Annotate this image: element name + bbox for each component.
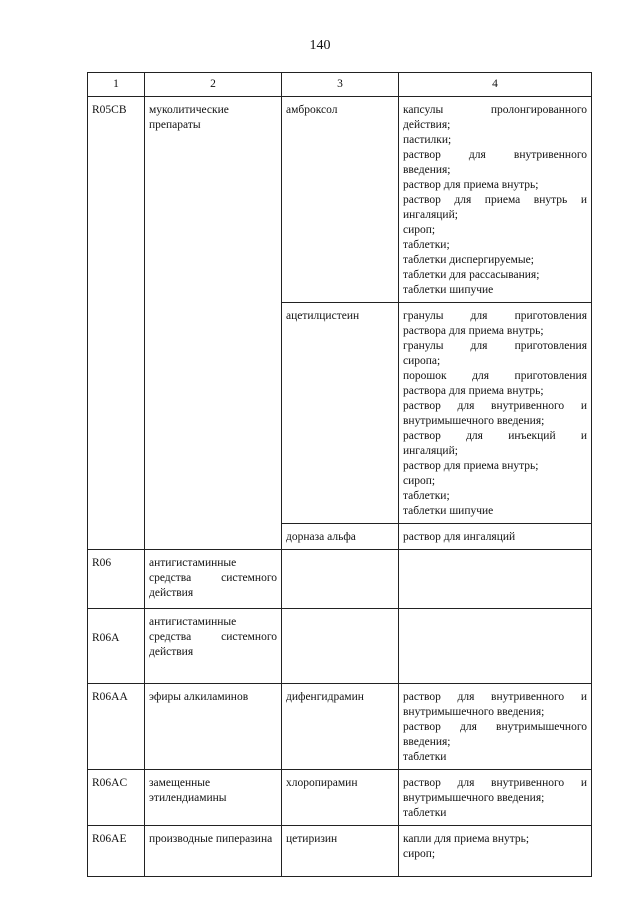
- dosage-form-line: таблетки для рассасывания;: [403, 269, 540, 281]
- atc-group-text: антигистаминные средства системного действия: [149, 557, 277, 599]
- dosage-form-line: таблетки: [403, 807, 447, 819]
- atc-code-cell: R06AC: [88, 770, 145, 826]
- table-row: [88, 826, 592, 877]
- atc-group-cell: [145, 684, 282, 770]
- atc-group-text: производные пиперазина: [149, 833, 273, 845]
- dosage-form-line: действия;: [403, 119, 451, 131]
- drug-name-cell: дорназа альфа: [282, 524, 399, 550]
- dosage-form-line: раствор для внутривенного и: [403, 400, 587, 412]
- atc-group-cell: [145, 770, 282, 826]
- header-col-1: 1: [88, 73, 145, 97]
- header-col-3: 3: [282, 73, 399, 97]
- dosage-form-line: ингаляций;: [403, 445, 458, 457]
- atc-group-text: антигистаминные средства системного действия: [149, 616, 277, 658]
- dosage-form-line: капли для приема внутрь;: [403, 833, 530, 845]
- dosage-form-line: раствор для внутримышечного: [403, 721, 587, 733]
- dosage-form-line: таблетки диспергируемые;: [403, 254, 534, 266]
- dosage-forms-cell: [399, 684, 592, 770]
- dosage-form-line: таблетки: [403, 751, 447, 763]
- dosage-form-line: введения;: [403, 164, 451, 176]
- page-number: 140: [309, 38, 331, 53]
- dosage-form-line: введения;: [403, 736, 451, 748]
- drug-name-cell: дифенгидрамин: [282, 684, 399, 770]
- dosage-form-line: сироп;: [403, 475, 436, 487]
- dosage-form-line: сироп;: [403, 224, 436, 236]
- dosage-form-line: ингаляций;: [403, 209, 458, 221]
- dosage-form-line: раствор для внутривенного и: [403, 777, 587, 789]
- dosage-form-line: раствор для инъекций и: [403, 430, 587, 442]
- dosage-form-line: раствор для приема внутрь и: [403, 194, 587, 206]
- atc-group-cell: [145, 609, 282, 684]
- table-row: [88, 550, 592, 609]
- atc-code-cell: R06: [88, 550, 145, 609]
- dosage-form-line: капсулы пролонгированного: [403, 104, 587, 116]
- atc-group-text: эфиры алкиламинов: [149, 691, 249, 703]
- dosage-form-line: сиропа;: [403, 355, 441, 367]
- dosage-forms-cell: [399, 303, 592, 524]
- header-col-2: 2: [145, 73, 282, 97]
- dosage-forms-cell: [399, 826, 592, 877]
- dosage-form-line: внутримышечного введения;: [403, 792, 545, 804]
- dosage-form-line: раствор для внутривенного и: [403, 691, 587, 703]
- dosage-forms-cell: [399, 609, 592, 684]
- table-row: [88, 97, 592, 303]
- dosage-form-line: внутримышечного введения;: [403, 415, 545, 427]
- header-col-4: 4: [399, 73, 592, 97]
- drug-name-cell: хлоропирамин: [282, 770, 399, 826]
- dosage-form-line: раствор для внутривенного: [403, 149, 587, 161]
- dosage-forms-cell: [399, 550, 592, 609]
- dosage-form-line: гранулы для приготовления: [403, 310, 587, 322]
- drug-name-cell: ацетилцистеин: [282, 303, 399, 524]
- dosage-form-line: гранулы для приготовления: [403, 340, 587, 352]
- drug-name-cell: цетиризин: [282, 826, 399, 877]
- dosage-forms-cell: [399, 770, 592, 826]
- dosage-form-line: раствор для приема внутрь;: [403, 460, 539, 472]
- atc-group-cell: [145, 826, 282, 877]
- table-row: [88, 684, 592, 770]
- atc-group-cell: [145, 550, 282, 609]
- atc-code-cell: R06A: [88, 609, 145, 684]
- dosage-form-line: раствор для ингаляций: [403, 531, 516, 543]
- drug-name-cell: [282, 609, 399, 684]
- dosage-form-line: таблетки шипучие: [403, 284, 494, 296]
- dosage-form-line: сироп;: [403, 848, 436, 860]
- drug-name-cell: [282, 550, 399, 609]
- dosage-forms-cell: [399, 524, 592, 550]
- dosage-form-line: порошок для приготовления: [403, 370, 587, 382]
- dosage-form-line: раствора для приема внутрь;: [403, 325, 544, 337]
- atc-code-cell: R06AA: [88, 684, 145, 770]
- atc-group-text: муколитические препараты: [149, 104, 229, 131]
- dosage-form-line: раствора для приема внутрь;: [403, 385, 544, 397]
- dosage-form-line: раствор для приема внутрь;: [403, 179, 539, 191]
- dosage-forms-cell: [399, 97, 592, 303]
- drug-name-cell: амброксол: [282, 97, 399, 303]
- atc-group-cell: [145, 97, 282, 550]
- table-row: [88, 609, 592, 684]
- drug-table: [87, 72, 592, 877]
- dosage-form-line: внутримышечного введения;: [403, 706, 545, 718]
- dosage-form-line: таблетки;: [403, 490, 450, 502]
- table-row: [88, 770, 592, 826]
- dosage-form-line: таблетки шипучие: [403, 505, 494, 517]
- atc-group-text: замещенные этилендиамины: [149, 777, 227, 804]
- atc-code-cell: R06AE: [88, 826, 145, 877]
- dosage-form-line: пастилки;: [403, 134, 452, 146]
- dosage-form-line: таблетки;: [403, 239, 450, 251]
- header-row: [88, 73, 592, 97]
- atc-code-cell: R05CB: [88, 97, 145, 550]
